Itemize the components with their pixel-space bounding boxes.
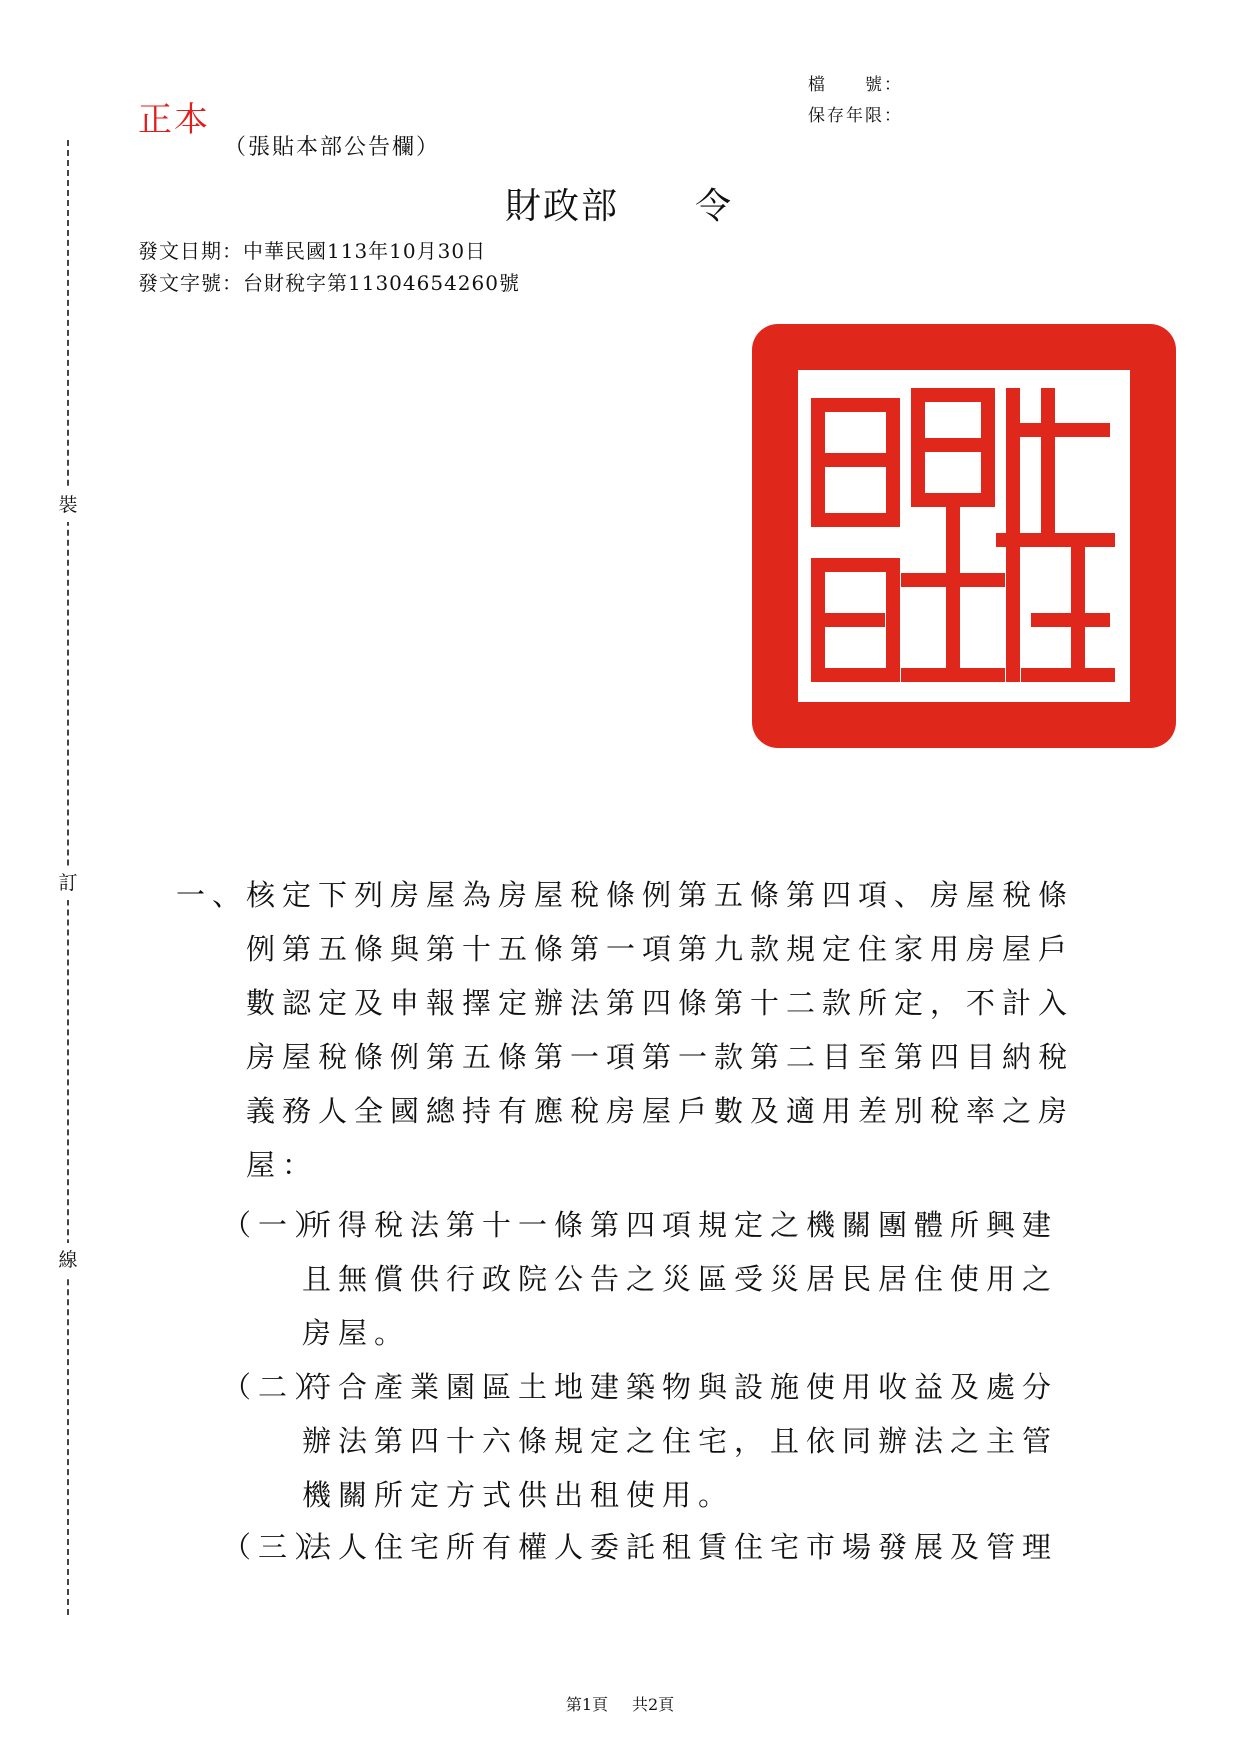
item-1-line: 屋： (246, 1148, 319, 1182)
item-1-line: 義務人全國總持有應稅房屋戶數及適用差別稅率之房 (246, 1094, 1075, 1128)
binding-mark-xian: 線 (54, 1243, 82, 1277)
item-1-text (246, 868, 1074, 1192)
subitem-3-text (302, 1520, 1058, 1574)
original-copy-mark: 正本 (138, 100, 210, 140)
issue-date: 發文日期：中華民國113年10月30日 (138, 239, 487, 263)
binding-mark-zhuang: 裝 (54, 488, 82, 522)
subitem-2-line: 辦法第四十六條規定之住宅，且依同辦法之主管 (302, 1424, 1059, 1458)
issue-number: 發文字號：台財稅字第11304654260號 (138, 271, 520, 295)
document-title: 財政部 令 (505, 186, 734, 227)
subitem-1-line: 房屋。 (302, 1316, 411, 1350)
subitem-2-line: 符合產業園區土地建築物與設施使用收益及處分 (302, 1370, 1059, 1404)
subitem-2-marker: （二） (222, 1370, 331, 1404)
subitem-3-marker: （三） (222, 1530, 331, 1564)
page-number: 第1頁 (565, 1695, 608, 1714)
subitem-1-marker: （一） (222, 1208, 331, 1242)
subitem-1-line: 所得稅法第十一條第四項規定之機關團體所興建 (302, 1208, 1059, 1242)
item-1-line: 房屋稅條例第五條第一項第一款第二目至第四目納稅 (246, 1040, 1075, 1074)
subitem-2-text (302, 1360, 1058, 1522)
official-seal (748, 320, 1180, 752)
subitem-1-line: 且無償供行政院公告之災區受災居民居住使用之 (302, 1262, 1059, 1296)
item-1-marker: 一、 (176, 878, 249, 912)
item-1-line: 例第五條與第十五條第一項第九款規定住家用房屋戶 (246, 932, 1075, 966)
subitem-1-text (302, 1198, 1058, 1360)
retention-period-label: 保存年限： (808, 106, 903, 126)
file-number-label: 檔 號： (808, 75, 903, 95)
posting-note: （張貼本部公告欄） (224, 135, 441, 160)
subitem-3-line: 法人住宅所有權人委託租賃住宅市場發展及管理 (302, 1530, 1059, 1564)
binding-mark-ding: 訂 (54, 866, 82, 900)
page-footer (0, 1692, 1240, 1715)
subitem-2-line: 機關所定方式供出租使用。 (302, 1478, 735, 1512)
page-total: 共2頁 (632, 1695, 675, 1714)
item-1-line: 核定下列房屋為房屋稅條例第五條第四項、房屋稅條 (246, 878, 1075, 912)
item-1-line: 數認定及申報擇定辦法第四條第十二款所定，不計入 (246, 986, 1075, 1020)
